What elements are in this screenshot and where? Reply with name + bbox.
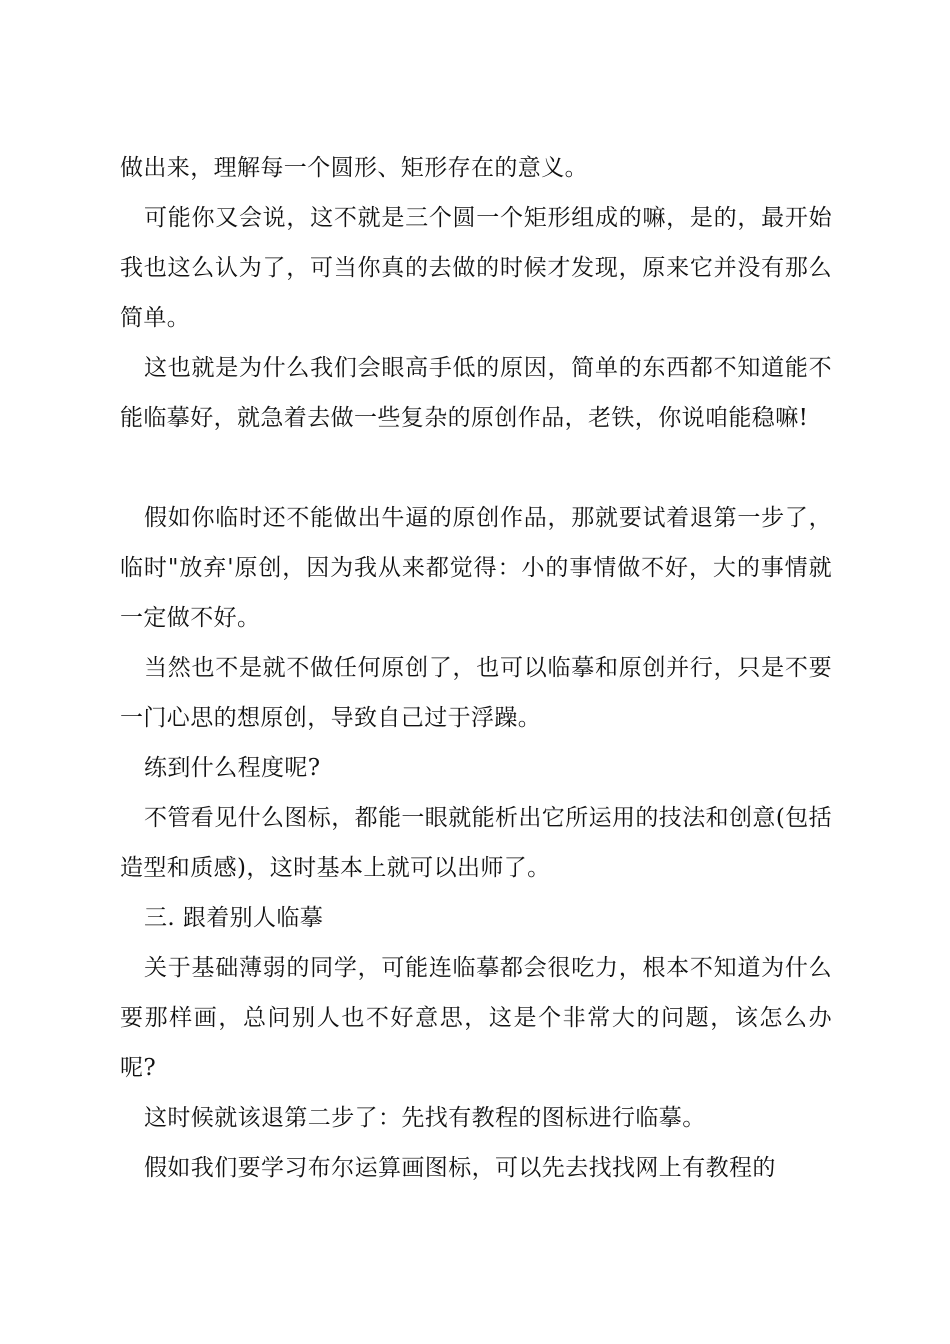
- paragraph-boolean-example: 假如我们要学习布尔运算画图标，可以先去找找网上有教程的: [144, 1155, 776, 1181]
- paragraph-weak-foundation: 关于基础薄弱的同学，可能连临摹都会很吃力，根本不知道为什么要那样画，总问别人也不好意思，这是个非常大的问题，该怎么办呢?: [120, 955, 832, 1081]
- section-heading-three: 三. 跟着别人临摹: [144, 905, 324, 931]
- paragraph-continuation: 做出来，理解每一个圆形、矩形存在的意义。: [120, 155, 588, 181]
- paragraph-question-level: 练到什么程度呢?: [144, 755, 321, 781]
- paragraph-parallel-practice: 当然也不是就不做任何原创了，也可以临摹和原创并行，只是不要一门心思的想原创，导致自己过于浮躁。: [120, 655, 832, 731]
- paragraph-ambition: 这也就是为什么我们会眼高手低的原因，简单的东西都不知道能不能临摹好，就急着去做一些复杂的原创作品，老铁，你说咱能稳嘛!: [120, 355, 832, 431]
- paragraph-mastery: 不管看见什么图标，都能一眼就能析出它所运用的技法和创意(包括造型和质感)，这时基本上就可以出师了。: [120, 805, 832, 881]
- paragraph-first-step: 假如你临时还不能做出牛逼的原创作品，那就要试着退第一步了，临时"放弃'原创，因为我从来都觉得：小的事情做不好，大的事情就一定做不好。: [120, 505, 832, 631]
- paragraph-simple-shapes: 可能你又会说，这不就是三个圆一个矩形组成的嘛，是的，最开始我也这么认为了，可当你真的去做的时候才发现，原来它并没有那么简单。: [120, 205, 832, 331]
- paragraph-second-step: 这时候就该退第二步了：先找有教程的图标进行临摹。: [144, 1105, 706, 1131]
